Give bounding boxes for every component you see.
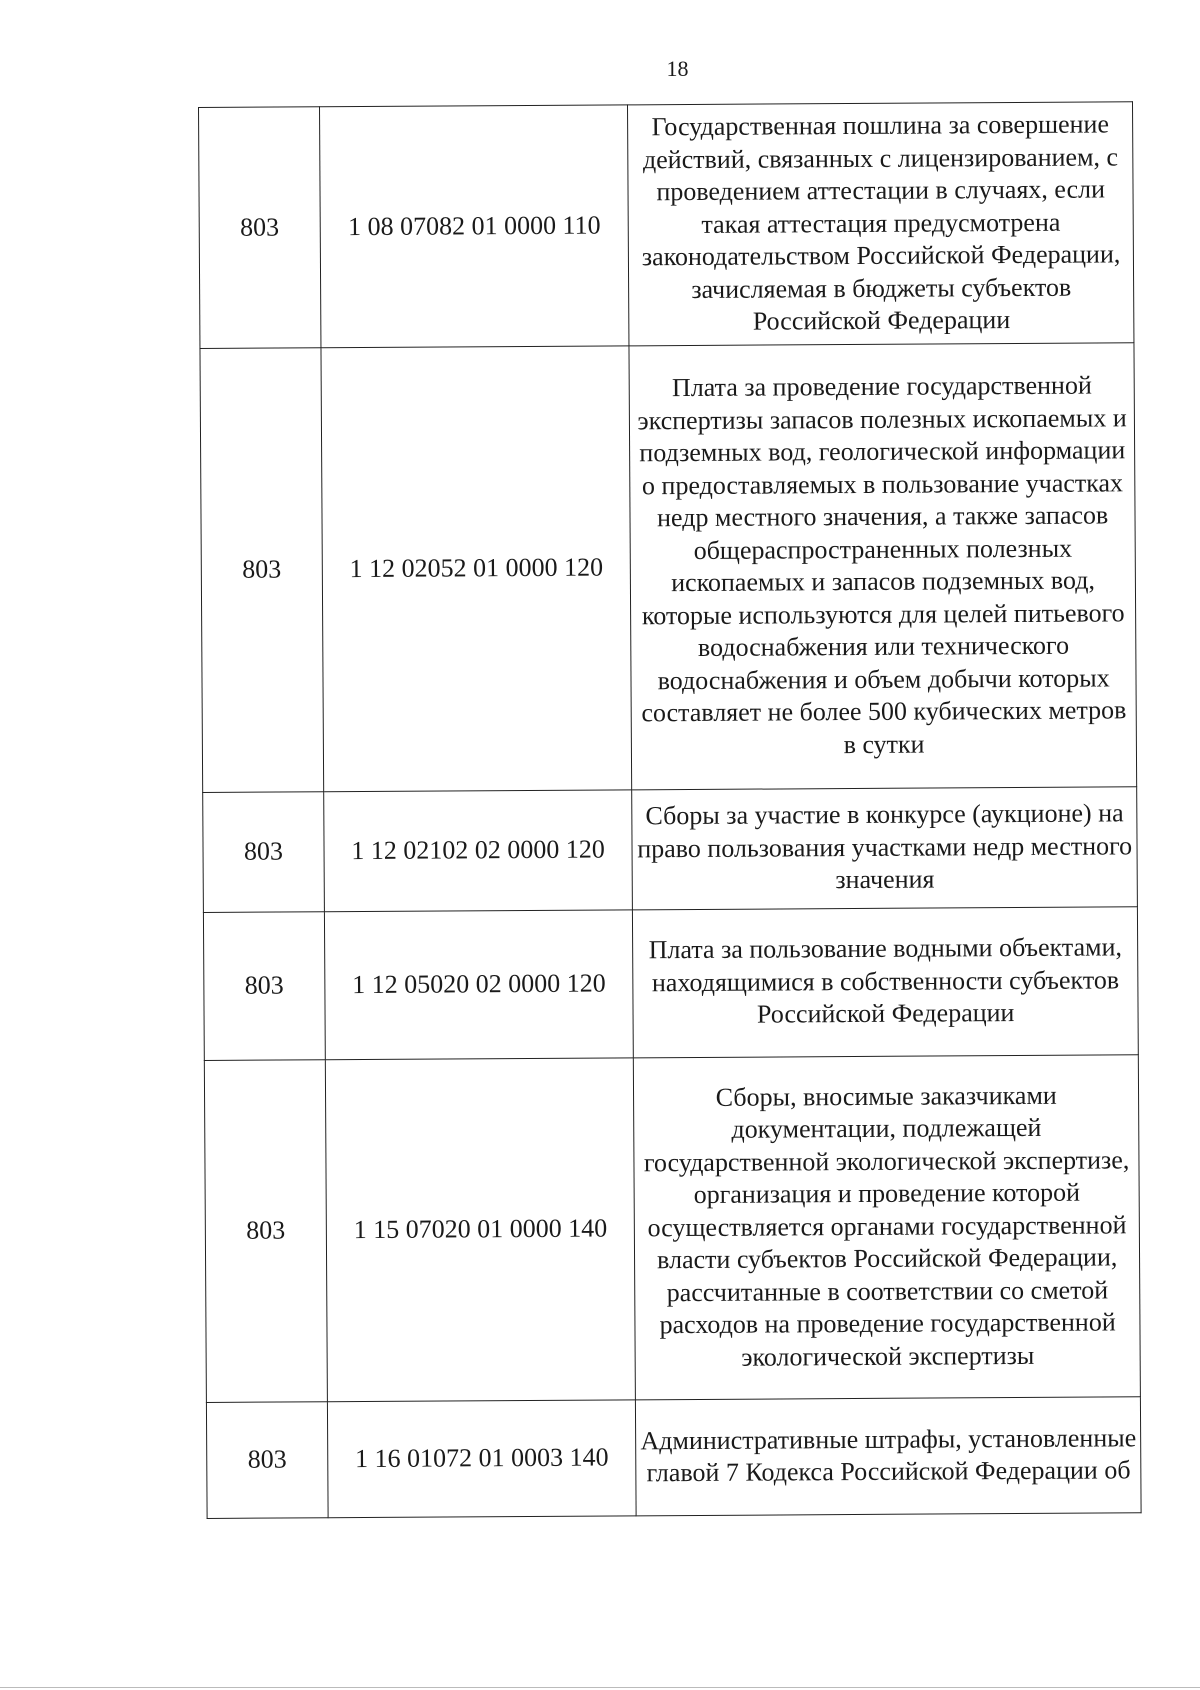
- admin-code-cell: 803: [203, 791, 324, 912]
- page-bottom-edge: [0, 1687, 1200, 1688]
- admin-code-cell: 803: [204, 1059, 327, 1402]
- page-number: 18: [666, 56, 689, 81]
- revenue-code-table: [198, 101, 1142, 1518]
- table-row: [199, 102, 1134, 348]
- revenue-name-cell: Плата за пользование водными объектами, находящимися в собственности субъектов Российской Федерации: [633, 906, 1139, 1057]
- budget-code-cell: 1 15 07020 01 0000 140: [325, 1057, 636, 1401]
- budget-code-cell: 1 12 05020 02 0000 120: [324, 909, 633, 1059]
- table-row: [200, 342, 1137, 792]
- table-row: [204, 1054, 1140, 1402]
- budget-code-cell: 1 12 02052 01 0000 120: [321, 345, 632, 791]
- budget-code-cell: 1 12 02102 02 0000 120: [323, 789, 632, 911]
- budget-code-cell: 1 16 01072 01 0003 140: [327, 1399, 636, 1517]
- budget-code-cell: 1 08 07082 01 0000 110: [319, 105, 629, 347]
- revenue-name-cell: Сборы за участие в конкурсе (аукционе) на право пользования участками недр местного значения: [632, 786, 1137, 909]
- admin-code-cell: 803: [206, 1401, 327, 1518]
- revenue-name-cell: Государственная пошлина за совершение действий, связанных с лицензированием, с проведением аттестации в случаях, если такая аттестация предусмотрена законодательством Российской Федерации, зачисляемая в бюджеты субъектов Российской Федерации: [628, 102, 1134, 346]
- admin-code-cell: 803: [199, 107, 321, 348]
- admin-code-cell: 803: [203, 911, 325, 1060]
- revenue-name-cell: Сборы, вносимые заказчиками документации, подлежащей государственной экологической экспертизе, организация и проведение которой осуществляется органами государственной власти субъектов Российской Федерации, рассчитанные в соответствии со сметой расходов на проведение государственной экологической экспертизы: [634, 1054, 1141, 1399]
- table-row: [206, 1396, 1141, 1518]
- admin-code-cell: 803: [200, 347, 323, 792]
- table-row: [203, 906, 1138, 1060]
- revenue-name-cell: Плата за проведение государственной экспертизы запасов полезных ископаемых и подземных вод, геологической информации о предоставляемых в пользование участках недр местного значения, а также запасов общераспространенных полезных ископаемых и запасов подземных вод, которые используются для целей питьевого водоснабжения или технического водоснабжения и объем добычи которых составляет не более 500 кубических метров в сутки: [629, 342, 1136, 789]
- revenue-name-cell: Административные штрафы, установленные главой 7 Кодекса Российской Федерации об: [636, 1396, 1141, 1515]
- table-row: [203, 786, 1138, 912]
